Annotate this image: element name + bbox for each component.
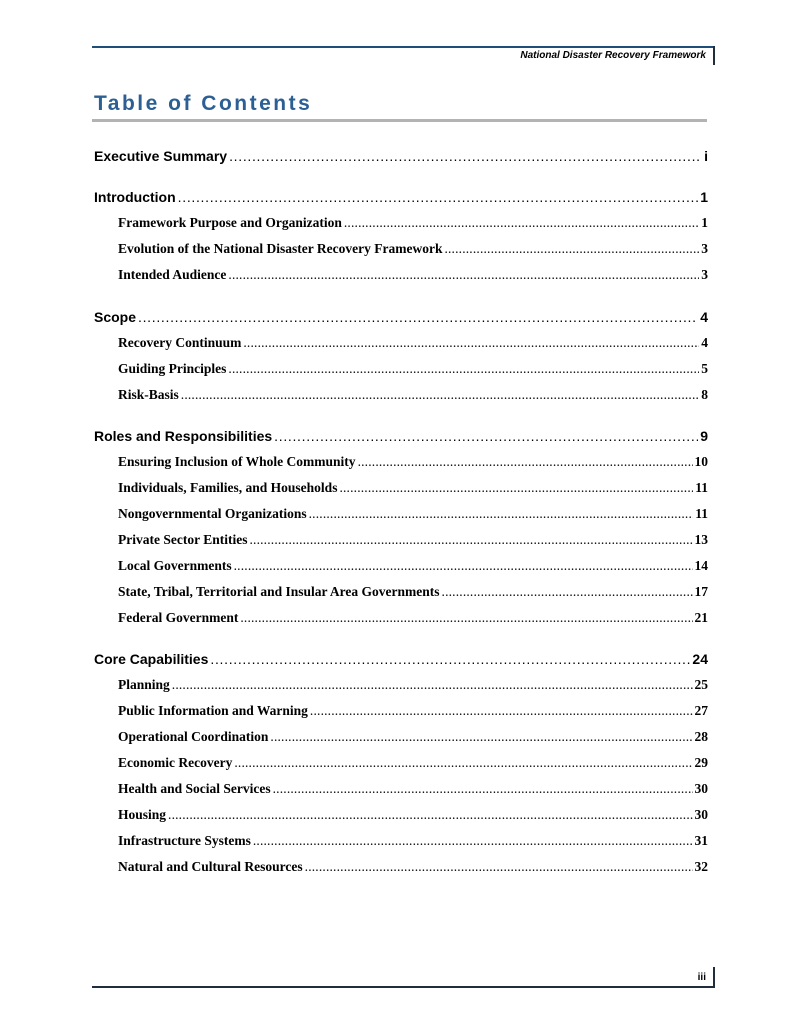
toc-subsection-entry[interactable] [94, 361, 708, 377]
toc-subsection-entry[interactable] [94, 454, 708, 470]
toc-subsection-entry[interactable] [94, 677, 708, 693]
toc-entry-page-number: 30 [694, 807, 708, 822]
toc-entry-page-number: 11 [695, 506, 708, 521]
toc-entry-label: Intended Audience [118, 267, 227, 282]
toc-entry-page-number: 5 [701, 361, 708, 376]
toc-entry-label: Nongovernmental Organizations [118, 506, 307, 521]
toc-subsection-entry[interactable] [94, 506, 708, 522]
toc-entry-page-number: i [704, 148, 708, 164]
page-number: iii [697, 972, 706, 983]
toc-entry-label: Recovery Continuum [118, 335, 242, 350]
dot-leader [444, 241, 699, 257]
dot-leader [234, 558, 693, 574]
toc-subsection-entry[interactable] [94, 729, 708, 745]
toc-entry-label: Introduction [94, 189, 176, 205]
toc-subsection-entry[interactable] [94, 833, 708, 849]
header-vertical-bar [713, 46, 715, 65]
dot-leader [442, 584, 693, 600]
toc-entry-label: Guiding Principles [118, 361, 227, 376]
toc-subsection-entry[interactable] [94, 215, 708, 231]
toc-entry-page-number: 4 [701, 335, 708, 350]
dot-leader [358, 454, 693, 470]
toc-subsection-entry[interactable] [94, 781, 708, 797]
dot-leader [181, 387, 699, 403]
toc-entry-label: Ensuring Inclusion of Whole Community [118, 454, 356, 469]
running-header-title: National Disaster Recovery Framework [520, 50, 706, 61]
dot-leader [138, 309, 698, 325]
toc-section-entry[interactable] [94, 651, 708, 667]
dot-leader [339, 480, 693, 496]
toc-entry-label: Core Capabilities [94, 651, 209, 667]
toc-entry-page-number: 11 [695, 480, 708, 495]
toc-section-entry[interactable] [94, 428, 708, 444]
dot-leader [178, 189, 699, 205]
dot-leader [210, 651, 690, 667]
toc-subsection-entry[interactable] [94, 755, 708, 771]
toc-subsection-entry[interactable] [94, 859, 708, 875]
toc-entry-page-number: 3 [701, 241, 708, 256]
toc-entry-page-number: 14 [694, 558, 708, 573]
toc-subsection-entry[interactable] [94, 335, 708, 351]
dot-leader [253, 833, 693, 849]
footer-vertical-bar [713, 967, 715, 986]
dot-leader [274, 428, 698, 444]
dot-leader [270, 729, 692, 745]
dot-leader [243, 335, 699, 351]
toc-entry-label: State, Tribal, Territorial and Insular Area Governments [118, 584, 440, 599]
toc-entry-label: Individuals, Families, and Households [118, 480, 338, 495]
toc-entry-page-number: 30 [694, 781, 708, 796]
toc-entry-label: Roles and Responsibilities [94, 428, 273, 444]
dot-leader [234, 755, 692, 771]
toc-entry-label: Framework Purpose and Organization [118, 215, 342, 230]
toc-entry-page-number: 29 [694, 755, 708, 770]
dot-leader [310, 703, 693, 719]
toc-subsection-entry[interactable] [94, 241, 708, 257]
toc-entry-label: Evolution of the National Disaster Recovery Framework [118, 241, 443, 256]
toc-entry-page-number: 10 [694, 454, 708, 469]
toc-entry-page-number: 4 [700, 309, 708, 325]
toc-subsection-entry[interactable] [94, 480, 708, 496]
toc-entry-page-number: 25 [694, 677, 708, 692]
toc-subsection-entry[interactable] [94, 558, 708, 574]
toc-entry-page-number: 21 [694, 610, 708, 625]
toc-entry-page-number: 1 [701, 215, 708, 230]
toc-entry-label: Operational Coordination [118, 729, 269, 744]
dot-leader [229, 148, 702, 164]
toc-entry-label: Housing [118, 807, 167, 822]
dot-leader [228, 267, 699, 283]
dot-leader [172, 677, 693, 693]
toc-subsection-entry[interactable] [94, 610, 708, 626]
toc-section-entry[interactable] [94, 189, 708, 205]
toc-entry-page-number: 9 [700, 428, 708, 444]
dot-leader [309, 506, 694, 522]
toc-entry-page-number: 27 [694, 703, 708, 718]
toc-entry-label: Health and Social Services [118, 781, 271, 796]
title-rule [92, 119, 707, 122]
toc-entry-label: Infrastructure Systems [118, 833, 251, 848]
toc-entry-page-number: 3 [701, 267, 708, 282]
toc-entry-label: Public Information and Warning [118, 703, 308, 718]
toc-subsection-entry[interactable] [94, 267, 708, 283]
toc-entry-label: Risk-Basis [118, 387, 179, 402]
toc-entry-page-number: 32 [694, 859, 708, 874]
toc-entry-label: Executive Summary [94, 148, 228, 164]
toc-subsection-entry[interactable] [94, 807, 708, 823]
dot-leader [168, 807, 692, 823]
toc-entry-label: Scope [94, 309, 137, 325]
toc-entry-page-number: 8 [701, 387, 708, 402]
toc-subsection-entry[interactable] [94, 703, 708, 719]
toc-subsection-entry[interactable] [94, 584, 708, 600]
toc-entry-page-number: 24 [692, 651, 708, 667]
dot-leader [305, 859, 693, 875]
dot-leader [240, 610, 692, 626]
toc-entry-page-number: 13 [694, 532, 708, 547]
toc-entry-label: Natural and Cultural Resources [118, 859, 303, 874]
toc-entry-page-number: 28 [694, 729, 708, 744]
page-title: Table of Contents [94, 92, 313, 115]
toc-entry-page-number: 17 [694, 584, 708, 599]
toc-subsection-entry[interactable] [94, 532, 708, 548]
toc-entry-label: Economic Recovery [118, 755, 233, 770]
dot-leader [228, 361, 699, 377]
dot-leader [249, 532, 692, 548]
toc-entry-label: Private Sector Entities [118, 532, 248, 547]
toc-entry-label: Federal Government [118, 610, 239, 625]
dot-leader [344, 215, 699, 231]
toc-entry-page-number: 1 [700, 189, 708, 205]
toc-entry-page-number: 31 [694, 833, 708, 848]
toc-entry-label: Planning [118, 677, 170, 692]
toc-subsection-entry[interactable] [94, 387, 708, 403]
dot-leader [273, 781, 693, 797]
header-rule [92, 46, 715, 48]
toc-section-entry[interactable] [94, 309, 708, 325]
toc-section-entry[interactable] [94, 148, 708, 164]
toc-entry-label: Local Governments [118, 558, 232, 573]
footer-rule [92, 986, 715, 988]
